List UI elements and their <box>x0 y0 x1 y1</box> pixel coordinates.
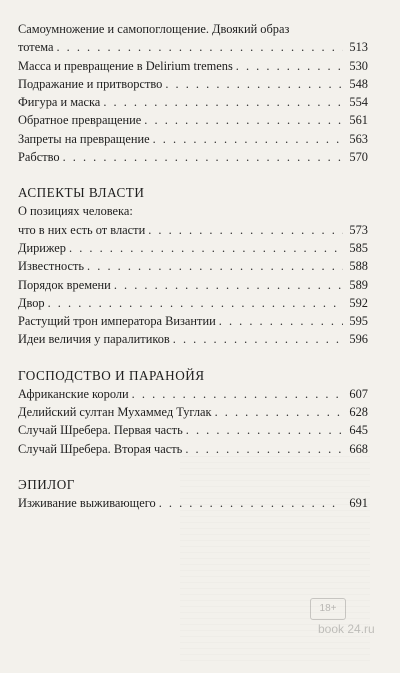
toc-page-number: 530 <box>349 58 368 73</box>
toc-page-number: 513 <box>349 40 368 55</box>
toc-page-number: 589 <box>349 277 368 292</box>
toc-entry[interactable] <box>18 403 368 421</box>
dot-leader <box>56 38 343 56</box>
toc-page-number: 607 <box>349 386 368 401</box>
toc-entry[interactable] <box>18 421 368 439</box>
toc-entry-title: Масса и превращение в Delirium tremens <box>18 58 233 73</box>
table-of-contents <box>18 20 368 512</box>
toc-page-number: 645 <box>349 423 368 438</box>
dot-leader <box>215 403 343 421</box>
dot-leader <box>87 257 343 275</box>
toc-entry[interactable] <box>18 330 368 348</box>
toc-page-number: 548 <box>349 76 368 91</box>
toc-entry-title: Растущий трон императора Византии <box>18 314 216 329</box>
toc-entry-title: Африканские короли <box>18 386 129 401</box>
toc-page-number: 595 <box>349 314 368 329</box>
toc-entry-title: Обратное превращение <box>18 113 142 128</box>
dot-leader <box>69 239 343 257</box>
toc-page-number: 596 <box>349 332 368 347</box>
section-heading: АСПЕКТЫ ВЛАСТИ <box>18 185 145 201</box>
toc-page-number: 563 <box>349 131 368 146</box>
toc-entry-title: Случай Шребера. Первая часть <box>18 423 183 438</box>
toc-page-number: 561 <box>349 113 368 128</box>
toc-page-number: 573 <box>349 222 368 237</box>
toc-entry[interactable] <box>18 57 368 75</box>
section-heading: ЭПИЛОГ <box>18 476 75 492</box>
toc-entry[interactable] <box>18 257 368 275</box>
dot-leader <box>148 221 343 239</box>
dot-leader <box>114 276 343 294</box>
toc-entry-title: Делийский султан Мухаммед Туглак <box>18 405 212 420</box>
toc-entry-title: Фигура и маска <box>18 95 101 110</box>
toc-entry-title: Подражание и притворство <box>18 76 163 91</box>
toc-entry[interactable] <box>18 276 368 294</box>
toc-entry[interactable] <box>18 111 368 129</box>
toc-entry-title: Идеи величия у паралитиков <box>18 332 170 347</box>
dot-leader <box>236 57 343 75</box>
toc-entry[interactable] <box>18 294 368 312</box>
toc-entry[interactable] <box>18 130 368 148</box>
toc-entry-title: Двор <box>18 295 45 310</box>
dot-leader <box>173 330 343 348</box>
toc-entry-title: Самоумножение и самопоглощение. Двоякий образ <box>18 22 290 36</box>
dot-leader <box>165 75 343 93</box>
dot-leader <box>144 111 343 129</box>
toc-entry-title: Известность <box>18 259 85 274</box>
dot-leader <box>103 93 343 111</box>
toc-page-number: 691 <box>349 495 368 510</box>
toc-entry-title: Случай Шребера. Вторая часть <box>18 441 183 456</box>
toc-page-number: 585 <box>349 240 368 255</box>
toc-page-number: 554 <box>349 95 368 110</box>
bleed-through-age-stamp: 18+ <box>310 598 346 620</box>
toc-entry[interactable] <box>18 20 368 57</box>
toc-entry[interactable] <box>18 202 368 239</box>
toc-page-number: 628 <box>349 405 368 420</box>
dot-leader <box>132 385 343 403</box>
toc-entry[interactable] <box>18 148 368 166</box>
toc-page-number: 570 <box>349 150 368 165</box>
toc-entry-title: Изживание выживающего <box>18 495 156 510</box>
dot-leader <box>219 312 343 330</box>
toc-entry-title: тотема <box>18 40 54 55</box>
dot-leader <box>153 130 343 148</box>
toc-entry[interactable] <box>18 75 368 93</box>
toc-entry-title: О позициях человека: <box>18 204 133 219</box>
toc-entry[interactable] <box>18 385 368 403</box>
dot-leader <box>63 148 343 166</box>
toc-entry-title: Рабство <box>18 150 60 165</box>
toc-page-number: 668 <box>349 441 368 456</box>
toc-entry[interactable] <box>18 239 368 257</box>
toc-page-number: 592 <box>349 295 368 310</box>
toc-entry-title: что в них есть от власти <box>18 222 146 237</box>
toc-entry-title: Порядок времени <box>18 277 111 292</box>
section-heading: ГОСПОДСТВО И ПАРАНОЙЯ <box>18 367 205 383</box>
toc-entry[interactable] <box>18 312 368 330</box>
toc-entry-title: Дирижер <box>18 240 67 255</box>
toc-entry[interactable] <box>18 93 368 111</box>
toc-page-number: 588 <box>349 259 368 274</box>
bleed-through-text: book 24.ru <box>318 622 375 636</box>
dot-leader <box>186 421 343 439</box>
dot-leader <box>48 294 343 312</box>
toc-entry-title: Запреты на превращение <box>18 131 150 146</box>
